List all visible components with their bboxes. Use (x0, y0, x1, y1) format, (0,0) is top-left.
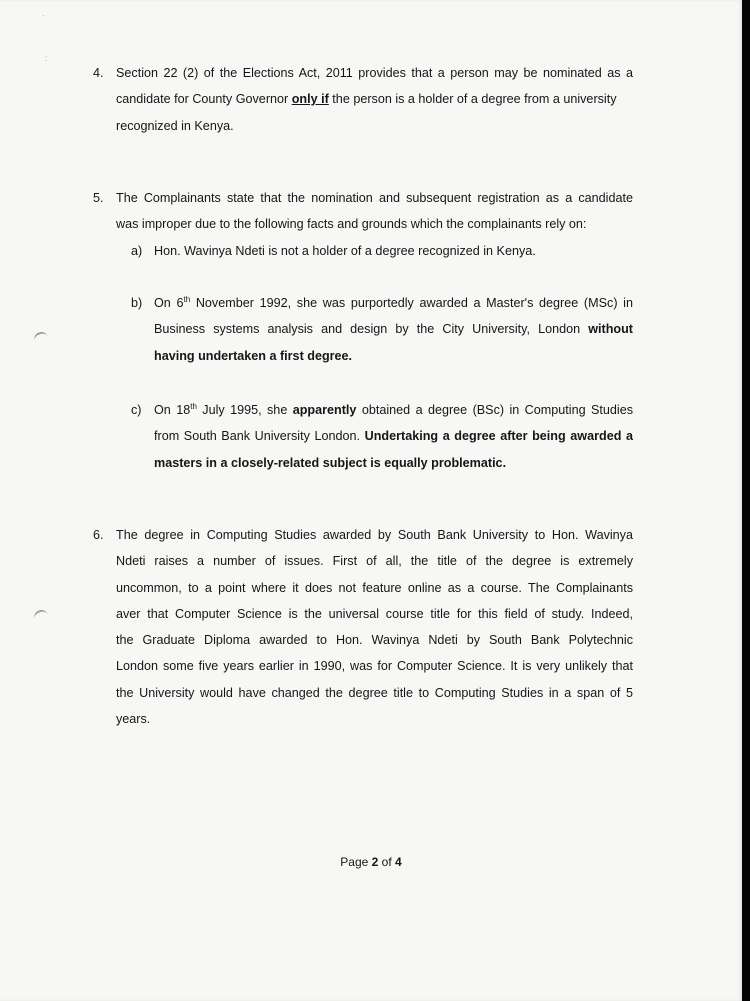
item-5b-label: b) (131, 296, 143, 310)
footer-current-page: 2 (371, 855, 379, 869)
item-6-line: Ndeti raises a number of issues. First of all, the title of the degree is extremely (116, 554, 633, 569)
item-6-number: 6. (93, 528, 104, 542)
item-5a-line: Hon. Wavinya Ndeti is not a holder of a degree recognized in Kenya. (154, 244, 536, 258)
item-5c-l1-post: obtained a degree (BSc) in Computing Studies (356, 403, 633, 417)
footer-total-pages: 4 (395, 855, 402, 869)
item-6-paragraph (116, 522, 633, 732)
item-6-line: the University would have changed the degree title to Computing Studies in a span of 5 (116, 685, 633, 700)
item-5c-l1-pre: On 18 (154, 403, 191, 417)
item-5c-sup: th (190, 402, 197, 411)
item-4-line-2-pre: candidate for County Governor (116, 92, 292, 107)
item-5-paragraph (116, 185, 633, 238)
scan-speck: : (45, 54, 48, 63)
item-4-line-2 (116, 86, 633, 112)
item-5c-label: c) (131, 403, 142, 417)
item-5c-line-2 (154, 423, 633, 449)
scan-dark-edge (742, 0, 750, 1001)
item-5c-l2-bold: Undertaking a degree after being awarded a (364, 429, 633, 444)
item-5c-l1-mid: July 1995, she (196, 403, 293, 417)
item-4-emphasis: only if (291, 92, 329, 107)
item-5b-line-3: having undertaken a first degree. (154, 348, 353, 363)
item-5-line-2: was improper due to the following facts and grounds which the complainants rely on: (116, 217, 587, 232)
item-5a-label: a) (131, 244, 143, 258)
item-5b-sup: th (183, 295, 191, 304)
scan-speck: · (42, 11, 45, 20)
item-4-paragraph (116, 60, 633, 139)
item-6-line: uncommon, to a point where it does not feature online as a course. The Complainants (116, 580, 633, 595)
footer-of-word: of (378, 855, 396, 869)
item-5c-l2-pre: from South Bank University London. (154, 429, 365, 444)
item-5b-l1-post: November 1992, she was purportedly awarded a Master's degree (MSc) in (190, 296, 633, 310)
item-5c-l1-bold: apparently (292, 403, 357, 417)
item-4-line-3: recognized in Kenya. (116, 118, 234, 133)
item-4-number: 4. (93, 66, 104, 80)
item-5b-line-1 (154, 290, 633, 316)
item-5b-text (154, 290, 633, 369)
item-5c-line-3: masters in a closely-related subject is equally problematic. (154, 455, 507, 470)
item-5b-line-2 (154, 316, 633, 342)
item-6-line: years. (116, 712, 151, 727)
item-4-line-2-post: the person is a holder of a degree from a university (328, 92, 617, 107)
item-5-number: 5. (93, 191, 104, 205)
item-5c-text (154, 397, 633, 476)
item-5b-l2-bold: without (588, 322, 633, 337)
footer-page-word: Page (340, 855, 372, 869)
item-5-line-1: The Complainants state that the nomination and subsequent registration as a candidate (116, 191, 633, 205)
item-5c-line-1 (154, 397, 633, 423)
punch-mark (32, 608, 49, 624)
punch-mark (32, 330, 49, 346)
item-6-line: the Graduate Diploma awarded to Hon. Wavinya Ndeti by South Bank Polytechnic (116, 633, 633, 648)
item-4-line-1: Section 22 (2) of the Elections Act, 2011 provides that a person may be nominated as a (116, 66, 633, 80)
item-5b-l1-pre: On 6 (154, 296, 184, 310)
item-5b-l2-pre: Business systems analysis and design by the City University, London (154, 322, 589, 337)
item-6-line: London some five years earlier in 1990, was for Computer Science. It is very unlikely that (116, 659, 633, 674)
page-footer (0, 852, 742, 872)
item-6-line: aver that Computer Science is the universal course title for this field of study. Indeed, (116, 606, 633, 621)
item-5a-text (154, 238, 633, 264)
item-6-line: The degree in Computing Studies awarded by South Bank University to Hon. Wavinya (116, 528, 633, 542)
